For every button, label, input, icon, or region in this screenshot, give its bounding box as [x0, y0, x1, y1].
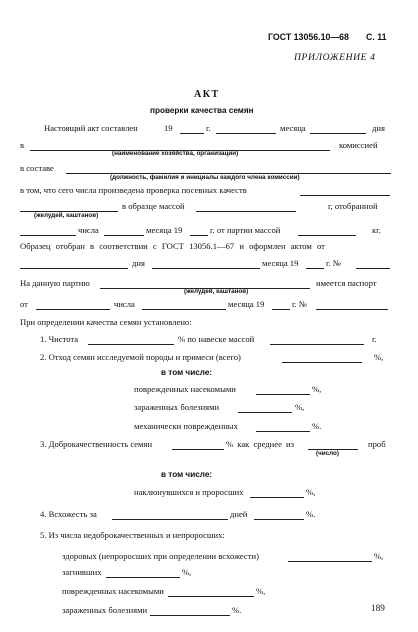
including-heading-2: в том числе: — [161, 470, 213, 479]
non-quality-heading: 5. Из числа недоброкачественных и непроросших: — [40, 530, 225, 540]
batch-mass-label: г. от партии массой — [210, 225, 281, 235]
passport-month-field[interactable] — [142, 309, 226, 310]
passport-month-label: месяца 19 — [228, 299, 265, 309]
species-field[interactable] — [300, 195, 390, 196]
batch-type-note: (желудей, каштанов) — [184, 288, 249, 295]
month-label: месяца — [280, 123, 306, 133]
samples-note: (число) — [316, 450, 339, 457]
rotten-field[interactable] — [106, 577, 180, 578]
act-number-label: г. № — [326, 258, 342, 268]
diseased-unit-2: %. — [232, 605, 242, 615]
germination-unit: %. — [306, 509, 316, 519]
rotten-unit: %, — [182, 567, 192, 577]
year-field[interactable] — [180, 133, 204, 134]
date-day-field[interactable] — [20, 235, 76, 236]
healthy-unit: %, — [374, 551, 384, 561]
passport-number-field[interactable] — [316, 309, 388, 310]
document-title: АКТ — [194, 89, 220, 100]
insect-label-2: поврежденных насекомыми — [62, 586, 164, 596]
date-month-field[interactable] — [104, 235, 144, 236]
commission-label: комиссией — [339, 140, 378, 150]
in-label: в — [20, 140, 25, 150]
mech-damaged-field[interactable] — [256, 431, 310, 432]
insect-damaged-unit: %, — [312, 384, 322, 394]
rotten-label: загнивших — [62, 567, 102, 577]
purity-sample-field[interactable] — [270, 344, 364, 345]
germination-days-label: дней — [230, 509, 248, 519]
standard-code: ГОСТ 13056.10—68 — [268, 32, 349, 42]
day-label: дня — [372, 123, 385, 133]
results-heading: При определении качества семян установлено: — [20, 317, 192, 327]
act-month-label: месяца 19 — [262, 258, 299, 268]
purity-label: 1. Чистота — [40, 334, 79, 344]
composition-note: (должность, фамилия и инициалы каждого члена комиссии) — [110, 174, 300, 181]
healthy-label: здоровых (непроросших при определении всхожести) — [62, 551, 259, 561]
quality-average-label: % как среднее из — [226, 439, 295, 449]
verification-text: в том, что сего числа произведена проверка посевных качеств — [20, 185, 247, 195]
insect-field-2[interactable] — [168, 596, 254, 597]
sample-mass-label: в образце массой — [122, 201, 185, 211]
year-prefix: 19 — [164, 123, 173, 133]
purity-unit: г. — [372, 334, 377, 344]
insect-damaged-field[interactable] — [256, 394, 310, 395]
month-year-label: месяца 19 — [146, 225, 183, 235]
page-number: 189 — [371, 603, 385, 613]
sprouted-field[interactable] — [250, 497, 304, 498]
act-intro-text: Настоящий акт составлен — [44, 123, 138, 133]
waste-field[interactable] — [282, 362, 362, 363]
seed-type-note: (желудей, каштанов) — [34, 212, 99, 219]
waste-label: 2. Отход семян исследуемой породы и примеси (всего) — [40, 352, 241, 362]
sprouted-unit: %, — [306, 487, 316, 497]
sprouted-label: наклюнувшихся и проросших — [134, 487, 244, 497]
diseased-label: зараженных болезнями — [134, 402, 220, 412]
germination-label: 4. Всхожесть за — [40, 509, 97, 519]
composition-label: в составе — [20, 163, 54, 173]
batch-mass-field[interactable] — [298, 235, 356, 236]
date-year-field[interactable] — [190, 235, 208, 236]
sample-mass-field[interactable] — [196, 211, 296, 212]
month-field[interactable] — [310, 133, 366, 134]
insect-damaged-label: поврежденных насекомыми — [134, 384, 236, 394]
day-field[interactable] — [216, 133, 276, 134]
appendix-label: ПРИЛОЖЕНИЕ 4 — [294, 52, 376, 63]
act-day-field[interactable] — [20, 268, 128, 269]
purity-sample-label: % по навеске массой — [178, 334, 255, 344]
germination-days-field[interactable] — [112, 519, 228, 520]
diseased-unit: %, — [295, 402, 305, 412]
passport-year-field[interactable] — [272, 309, 290, 310]
germination-field[interactable] — [254, 519, 304, 520]
page-ref: С. 11 — [366, 32, 387, 42]
act-day-label: дня — [132, 258, 145, 268]
healthy-field[interactable] — [288, 561, 372, 562]
diseased-field-2[interactable] — [150, 615, 230, 616]
quality-label: 3. Доброкачественность семян — [40, 439, 153, 449]
passport-day-field[interactable] — [36, 309, 110, 310]
act-month-field[interactable] — [152, 268, 260, 269]
waste-unit: %, — [374, 352, 384, 362]
document-subtitle: проверки качества семян — [150, 106, 254, 115]
diseased-label-2: зараженных болезнями — [62, 605, 148, 615]
insect-unit-2: %, — [256, 586, 266, 596]
mech-damaged-label: механически поврежденных — [134, 421, 238, 431]
diseased-field[interactable] — [238, 412, 292, 413]
mech-damaged-unit: %. — [312, 421, 322, 431]
act-year-field[interactable] — [306, 268, 324, 269]
organization-note: (наименование хозяйства, организации) — [112, 150, 239, 157]
from-label: от — [20, 299, 28, 309]
passport-label: имеется паспорт — [316, 278, 377, 288]
samples-label: проб — [368, 439, 386, 449]
sample-gost-text: Образец отобран в соответствии с ГОСТ 13056.1—67 и оформлен актом от — [20, 241, 325, 251]
selected-label: г, отобранной — [328, 201, 378, 211]
batch-label: На данную партию — [20, 278, 90, 288]
year-suffix: г. — [206, 123, 211, 133]
purity-field[interactable] — [88, 344, 174, 345]
act-number-field[interactable] — [356, 268, 390, 269]
day-of-label: числа — [78, 225, 99, 235]
passport-number-label: г. № — [292, 299, 308, 309]
quality-field[interactable] — [172, 449, 224, 450]
kg-label: кг. — [372, 225, 381, 235]
including-heading-1: в том числе: — [161, 368, 213, 377]
passport-day-label: числа — [114, 299, 135, 309]
